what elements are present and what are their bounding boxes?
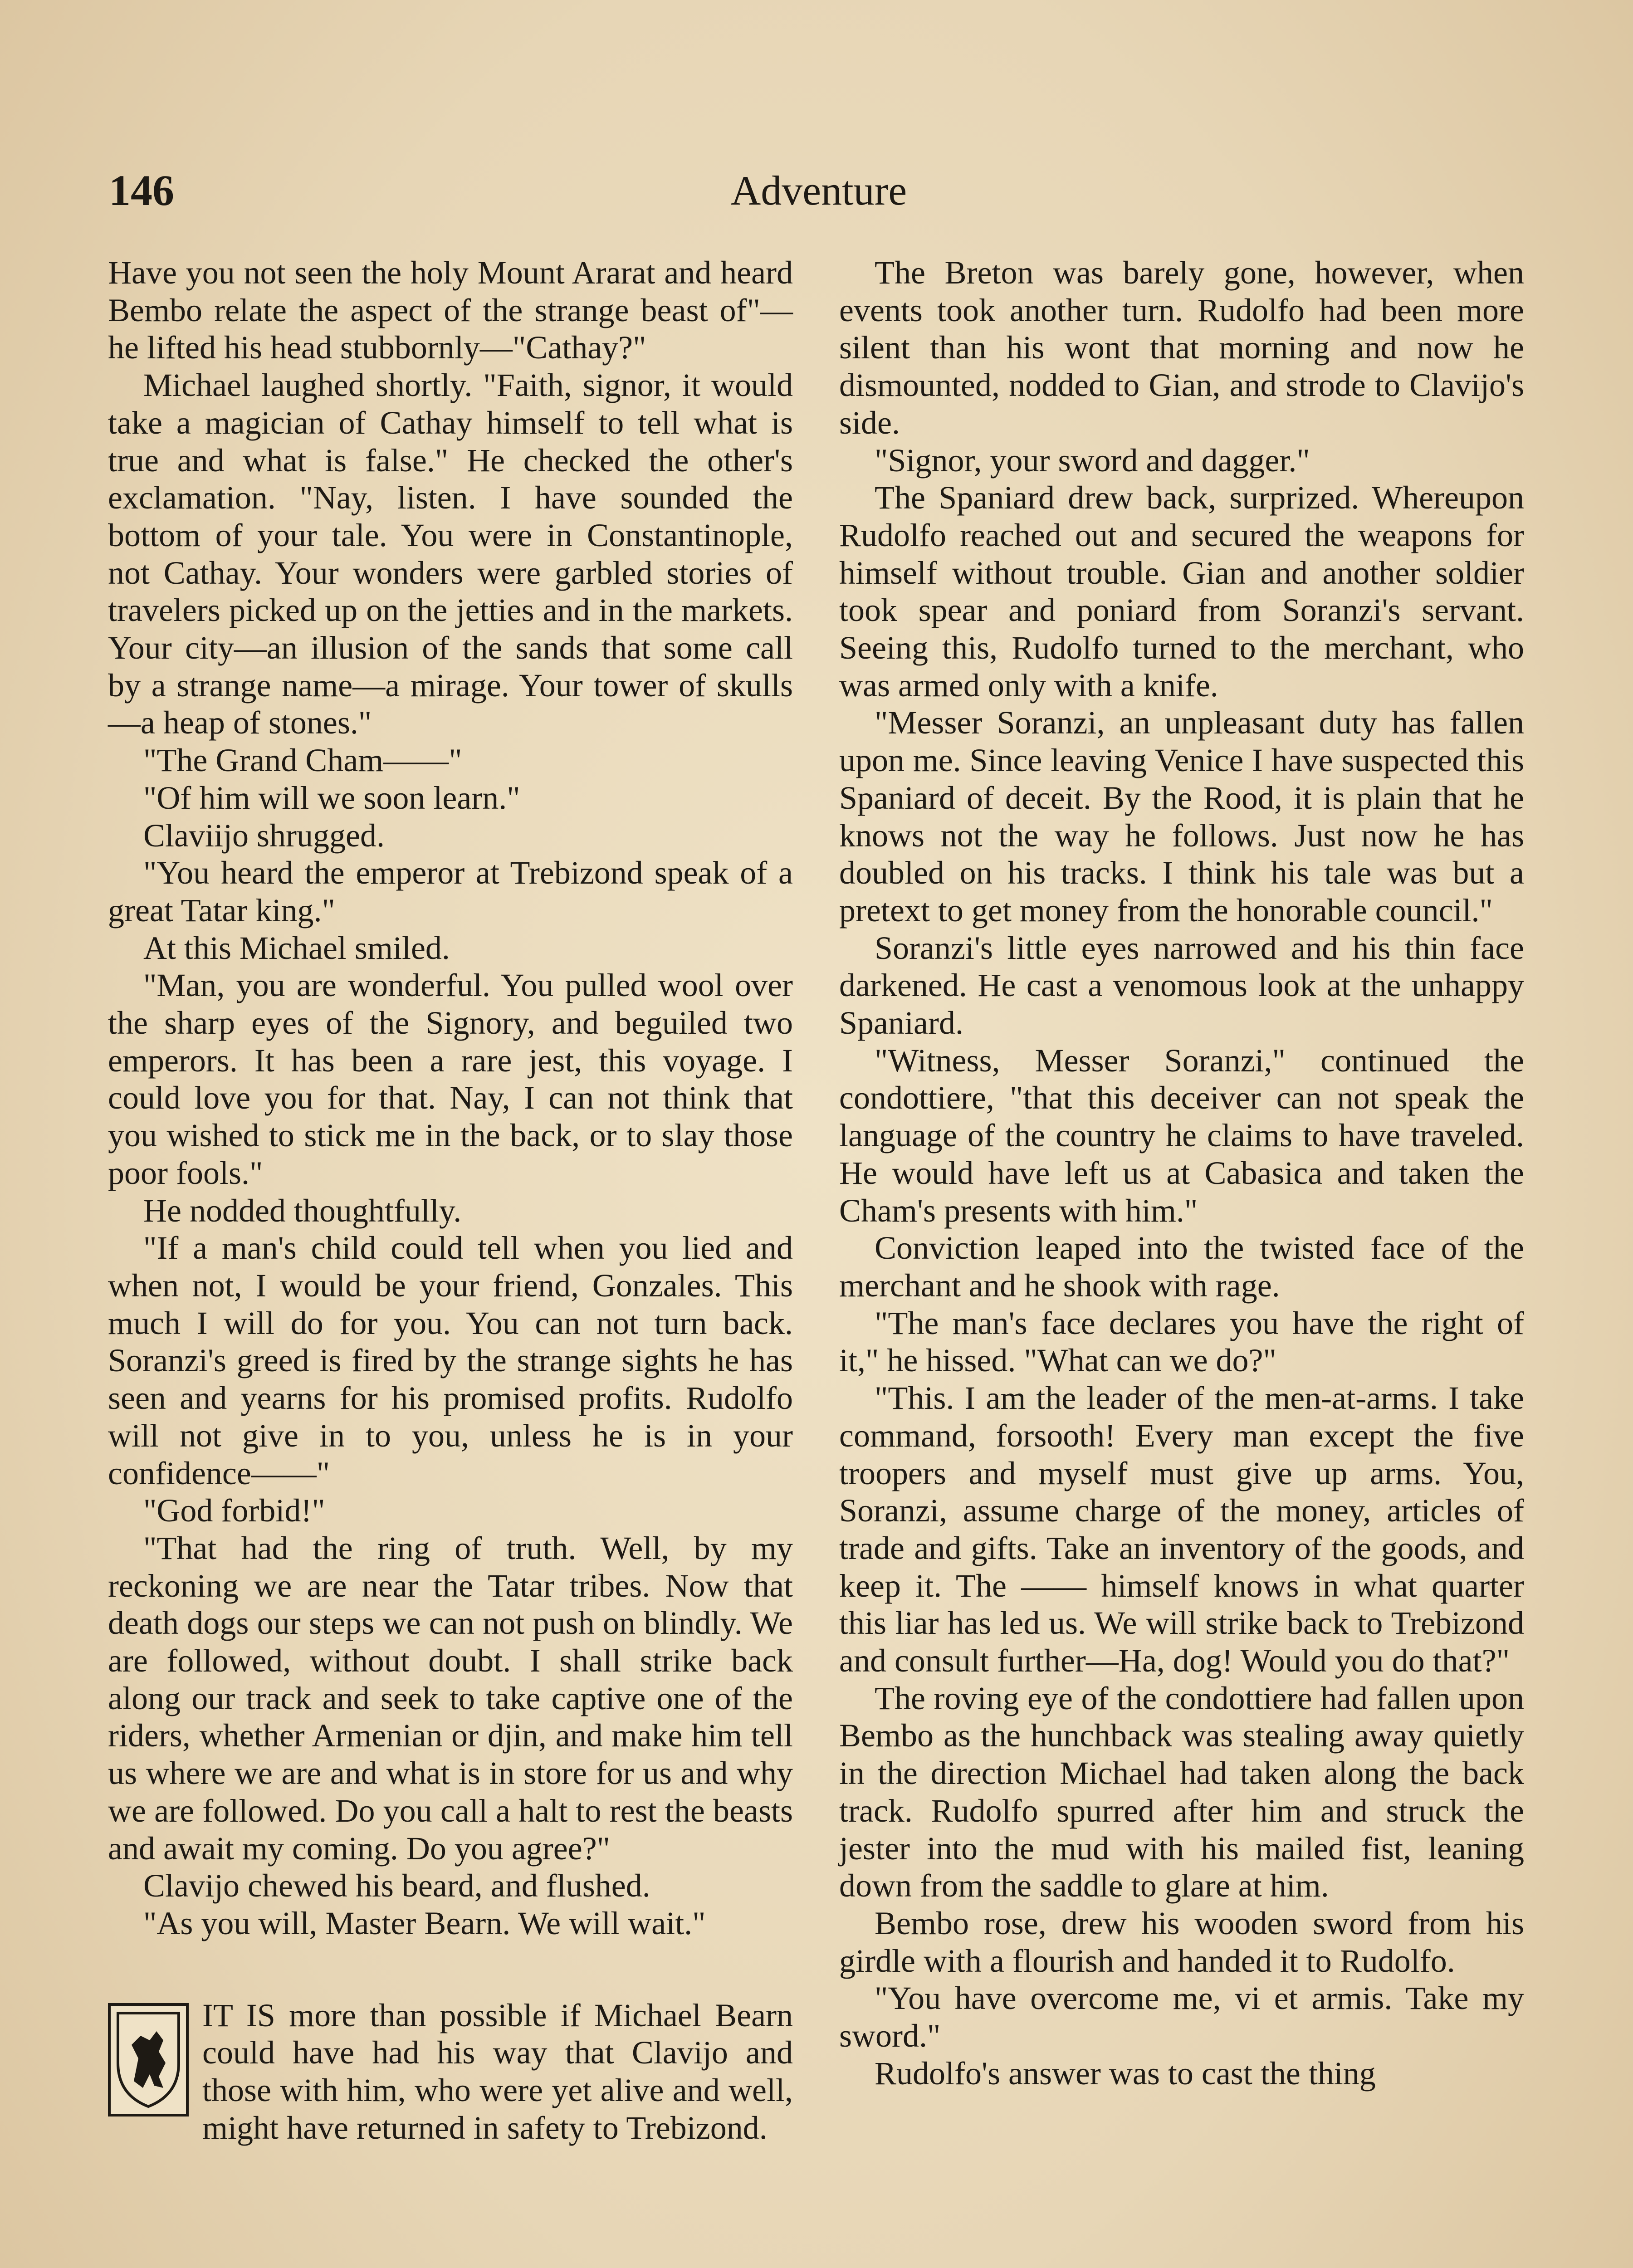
paragraph: "You heard the emperor at Trebizond speak of a great Tatar king.": [108, 855, 793, 929]
paragraph: The Breton was barely gone, however, when events took another turn. Rudolfo had been more silent than his wont that morning and now he dismounted, nodded to Gian, and strode to Clavijo's side.: [839, 254, 1524, 441]
paragraph: "If a man's child could tell when you lied and when not, I would be your friend, Gonzales. This much I will do for you. You can not turn back. Soranzi's greed is fired by the strange sights he has seen and yearns for his promised profits. Rudolfo will not give in to you, unless he is in your confidence——": [108, 1230, 793, 1491]
paragraph: The roving eye of the condottiere had fallen upon Bembo as the hunchback was stealing away quietly in the direction Michael had taken along the back track. Rudolfo spurred after him and struck the jester into the mud with his mailed fist, leaning down from the saddle to glare at him.: [839, 1680, 1524, 1904]
paragraph: Bembo rose, drew his wooden sword from his girdle with a flourish and handed it to Rudolfo.: [839, 1905, 1524, 1979]
paragraph: "The man's face declares you have the right of it," he hissed. "What can we do?": [839, 1305, 1524, 1379]
paragraph: "God forbid!": [143, 1492, 325, 1529]
paragraph: He nodded thoughtfully.: [143, 1192, 462, 1229]
running-head: Adventure: [730, 167, 907, 214]
left-column: [108, 254, 793, 2146]
paragraph: "You have overcome me, vi et armis. Take my sword.": [839, 1980, 1524, 2054]
paragraph: Have you not seen the holy Mount Ararat and heard Bembo relate the aspect of the strange beast of"—he lifted his head stubbornly—"Cathay?": [108, 254, 793, 366]
paragraph: "Man, you are wonderful. You pulled wool over the sharp eyes of the Signory, and beguiled two emperors. It has been a rare jest, this voyage. I could love you for that. Nay, I can not think that you wished to stick me in the back, or to slay those poor fools.": [108, 967, 793, 1191]
paragraph: "As you will, Master Bearn. We will wait.": [143, 1905, 706, 1941]
right-column: [839, 254, 1524, 2092]
page-header: [109, 156, 1529, 225]
paragraph: The Spaniard drew back, surprized. Whereupon Rudolfo reached out and secured the weapons for himself without trouble. Gian and another soldier took spear and poniard from Soranzi's servant. Seeing this, Rudolfo turned to the merchant, who was armed only with a knife.: [839, 479, 1524, 704]
paragraph: "Messer Soranzi, an unpleasant duty has fallen upon me. Since leaving Venice I have suspected this Spaniard of deceit. By the Rood, it is plain that he knows not the way he follows. Just now he has doubled on his tracks. I think his tale was but a pretext to get money from the honorable council.": [839, 704, 1524, 929]
paragraph: At this Michael smiled.: [143, 929, 450, 966]
paragraph: "Signor, your sword and dagger.": [875, 442, 1310, 479]
paragraph: Rudolfo's answer was to cast the thing: [875, 2055, 1376, 2092]
paragraph: Michael laughed shortly. "Faith, signor, it would take a magician of Cathay himself to tell what is true and what is false." He checked the other's exclamation. "Nay, listen. I have sounded the bottom of your tale. You were in Constantinople, not Cathay. Your wonders were garbled stories of travelers picked up on the jetties and in the markets. Your city—an illusion of the sands that some call by a strange name—a mirage. Your tower of skulls—a heap of stones.": [108, 367, 793, 741]
paragraph: "Witness, Messer Soranzi," continued the condottiere, "that this deceiver can not speak the language of the country he claims to have traveled. He would have left us at Cabasica and taken the Cham's presents with him.": [839, 1042, 1524, 1229]
paragraph: "This. I am the leader of the men-at-arms. I take command, forsooth! Every man except the five troopers and myself must give up arms. You, Soranzi, assume charge of the money, articles of trade and gifts. Take an inventory of the goods, and keep it. The —— himself knows in what quarter this liar has led us. We will strike back to Trebizond and consult further—Ha, dog! Would you do that?": [839, 1380, 1524, 1679]
paragraph: "The Grand Cham——": [143, 742, 462, 779]
paragraph: Soranzi's little eyes narrowed and his thin face darkened. He cast a venomous look at the unhappy Spaniard.: [839, 929, 1524, 1041]
paragraph: "That had the ring of truth. Well, by my reckoning we are near the Tatar tribes. Now that death dogs our steps we can not push on blindly. We are followed, without doubt. I shall strike back along our track and seek to take captive one of the riders, whether Armenian or djin, and make him tell us where we are and what is in store for us and why we are followed. Do you call a halt to rest the beasts and await my coming. Do you agree?": [108, 1530, 793, 1867]
paragraph-dropcap: IT IS more than possible if Michael Bearn could have had his way that Clavijo and those with him, who were yet alive and well, might have returned in safety to Trebizond.: [202, 1997, 793, 2146]
paragraph: Clavijo chewed his beard, and flushed.: [143, 1867, 650, 1904]
paragraph: "Of him will we soon learn.": [143, 779, 520, 816]
paragraph: Claviijo shrugged.: [143, 817, 385, 854]
heraldic-lion-icon: [108, 2003, 189, 2116]
page-number: 146: [109, 166, 174, 215]
section-break: [108, 1942, 793, 1997]
paragraph: Conviction leaped into the twisted face of the merchant and he shook with rage.: [839, 1230, 1524, 1304]
